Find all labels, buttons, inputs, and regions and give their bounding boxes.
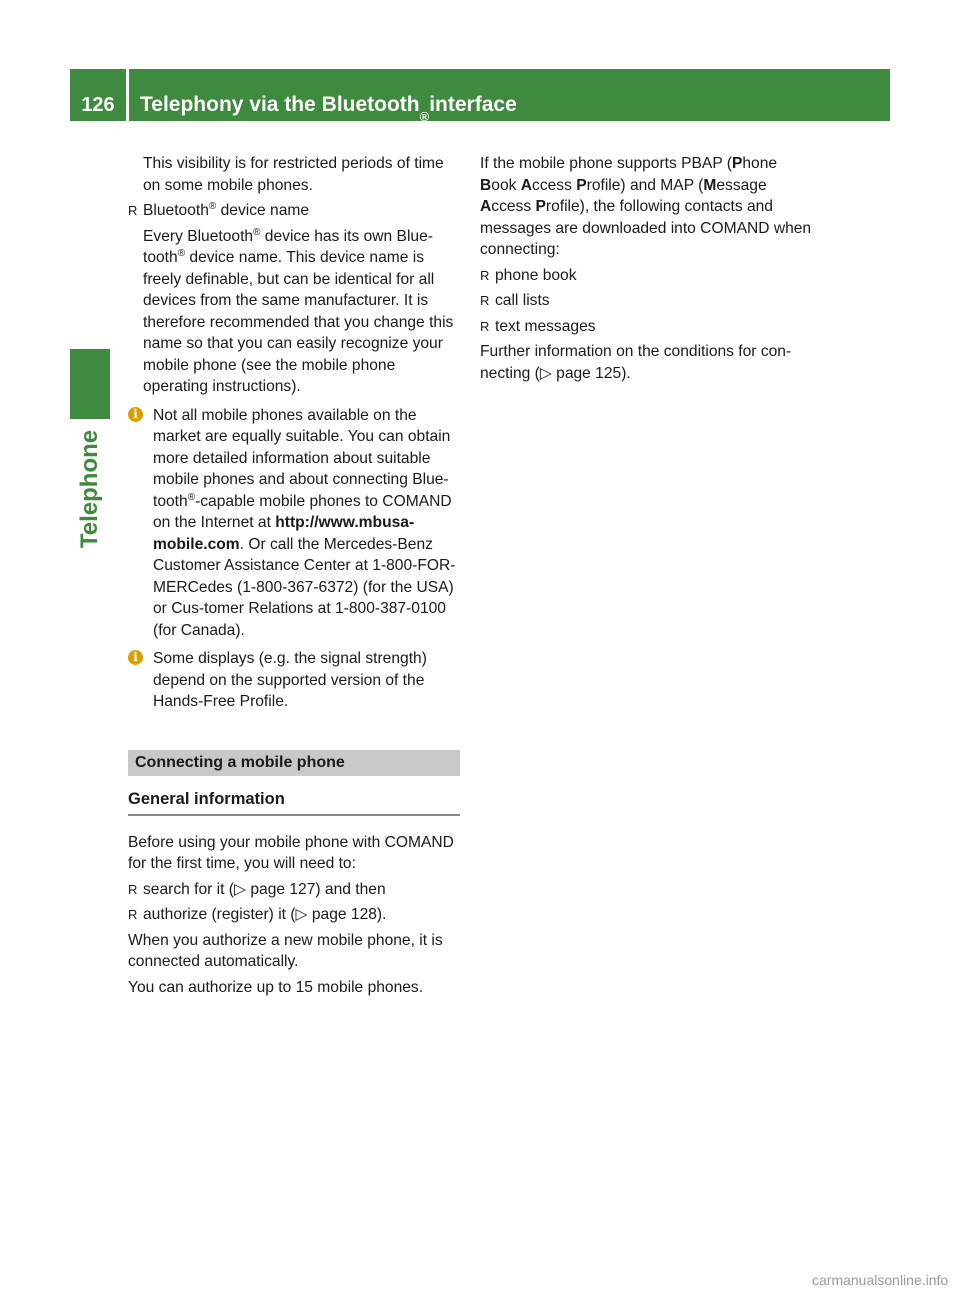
info-icon: i <box>128 407 143 422</box>
chapter-tab <box>70 349 110 419</box>
info-text: Not all mobile phones available on the market are equally suitable. You can obtain more detailed information about suitable mobile phones and about connecting Blue-tooth®-capable mobile phones to COMAND on the Internet at http://www.mbusa-mobile.com. Or call the Mercedes-Benz Customer Assistance Center at 1-800-FOR-MERCedes (1-800-367-6372) (for the USA) or Cus-tomer Relations at 1-800-387-0100 (for Canada). <box>153 406 456 639</box>
section-heading: Connecting a mobile phone <box>128 750 460 776</box>
url-link[interactable]: http://www.mbusa-mobile.com <box>153 514 415 553</box>
list-item <box>128 200 460 222</box>
right-column <box>480 153 816 384</box>
arrow-icon: ▷ <box>539 364 552 382</box>
list-item <box>128 879 460 901</box>
bullet-marker: R <box>480 293 490 308</box>
bullet-text: call lists <box>495 292 550 309</box>
subheading: General information <box>128 786 460 816</box>
page-title-suffix: interface <box>429 93 517 116</box>
info-note <box>128 648 460 713</box>
left-column <box>128 153 460 998</box>
watermark: carmanualsonline.info <box>812 1272 949 1288</box>
paragraph: Every Bluetooth® device has its own Blue-tooth® device name. This device name is freely definable, but can be identical for all devices from the same manufacturer. It is therefore recommended that you change this name so that you can easily recognize your mobile phone (see the mobile phone operating instructions). <box>143 226 454 395</box>
paragraph: Further information on the conditions for con-necting (▷ page 125). <box>480 343 792 382</box>
chapter-label <box>70 424 110 554</box>
list-item <box>480 290 816 312</box>
bullet-marker: R <box>128 203 138 218</box>
paragraph: This visibility is for restricted periods of time on some mobile phones. <box>143 155 444 194</box>
bullet-text: Bluetooth® device name <box>143 200 310 219</box>
bullet-text: authorize (register) it (▷ page 128). <box>143 906 387 923</box>
page-number: 126 <box>81 94 115 116</box>
paragraph: Before using your mobile phone with COMAND for the first time, you will need to: <box>128 833 454 872</box>
page-title: Telephony via the Bluetooth ® interface <box>140 93 517 124</box>
paragraph: When you authorize a new mobile phone, it is connected automatically. <box>128 931 443 970</box>
page-title-text: Telephony via the Bluetooth <box>140 93 420 116</box>
list-item <box>480 316 816 338</box>
header-divider <box>126 69 129 121</box>
paragraph: You can authorize up to 15 mobile phones. <box>128 978 424 996</box>
bullet-marker: R <box>480 267 490 283</box>
page-reference[interactable]: page 128 <box>311 906 377 923</box>
page-reference[interactable]: page 127 <box>250 880 316 898</box>
bullet-text: phone book <box>495 266 577 284</box>
arrow-icon: ▷ <box>234 880 246 898</box>
paragraph: If the mobile phone supports PBAP (Phone Book Access Profile) and MAP (Message Access Profile), the following contacts and messages are downloaded into COMAND when connecting: <box>480 155 812 258</box>
info-text: Some displays (e.g. the signal strength) depend on the supported version of the Hands-Free Profile. <box>153 650 427 710</box>
list-item <box>480 265 816 287</box>
bullet-marker: R <box>128 907 138 922</box>
info-note <box>128 405 460 642</box>
info-icon: i <box>128 650 143 665</box>
bullet-text: text messages <box>495 317 596 335</box>
bullet-text: search for it (▷ page 127) and then <box>143 880 386 898</box>
page-reference[interactable]: page 125 <box>556 364 622 382</box>
chapter-label-text: Telephone <box>76 429 104 549</box>
arrow-icon: ▷ <box>295 906 308 923</box>
list-item <box>128 904 460 926</box>
bullet-marker: R <box>128 881 138 897</box>
bullet-marker: R <box>480 318 490 334</box>
